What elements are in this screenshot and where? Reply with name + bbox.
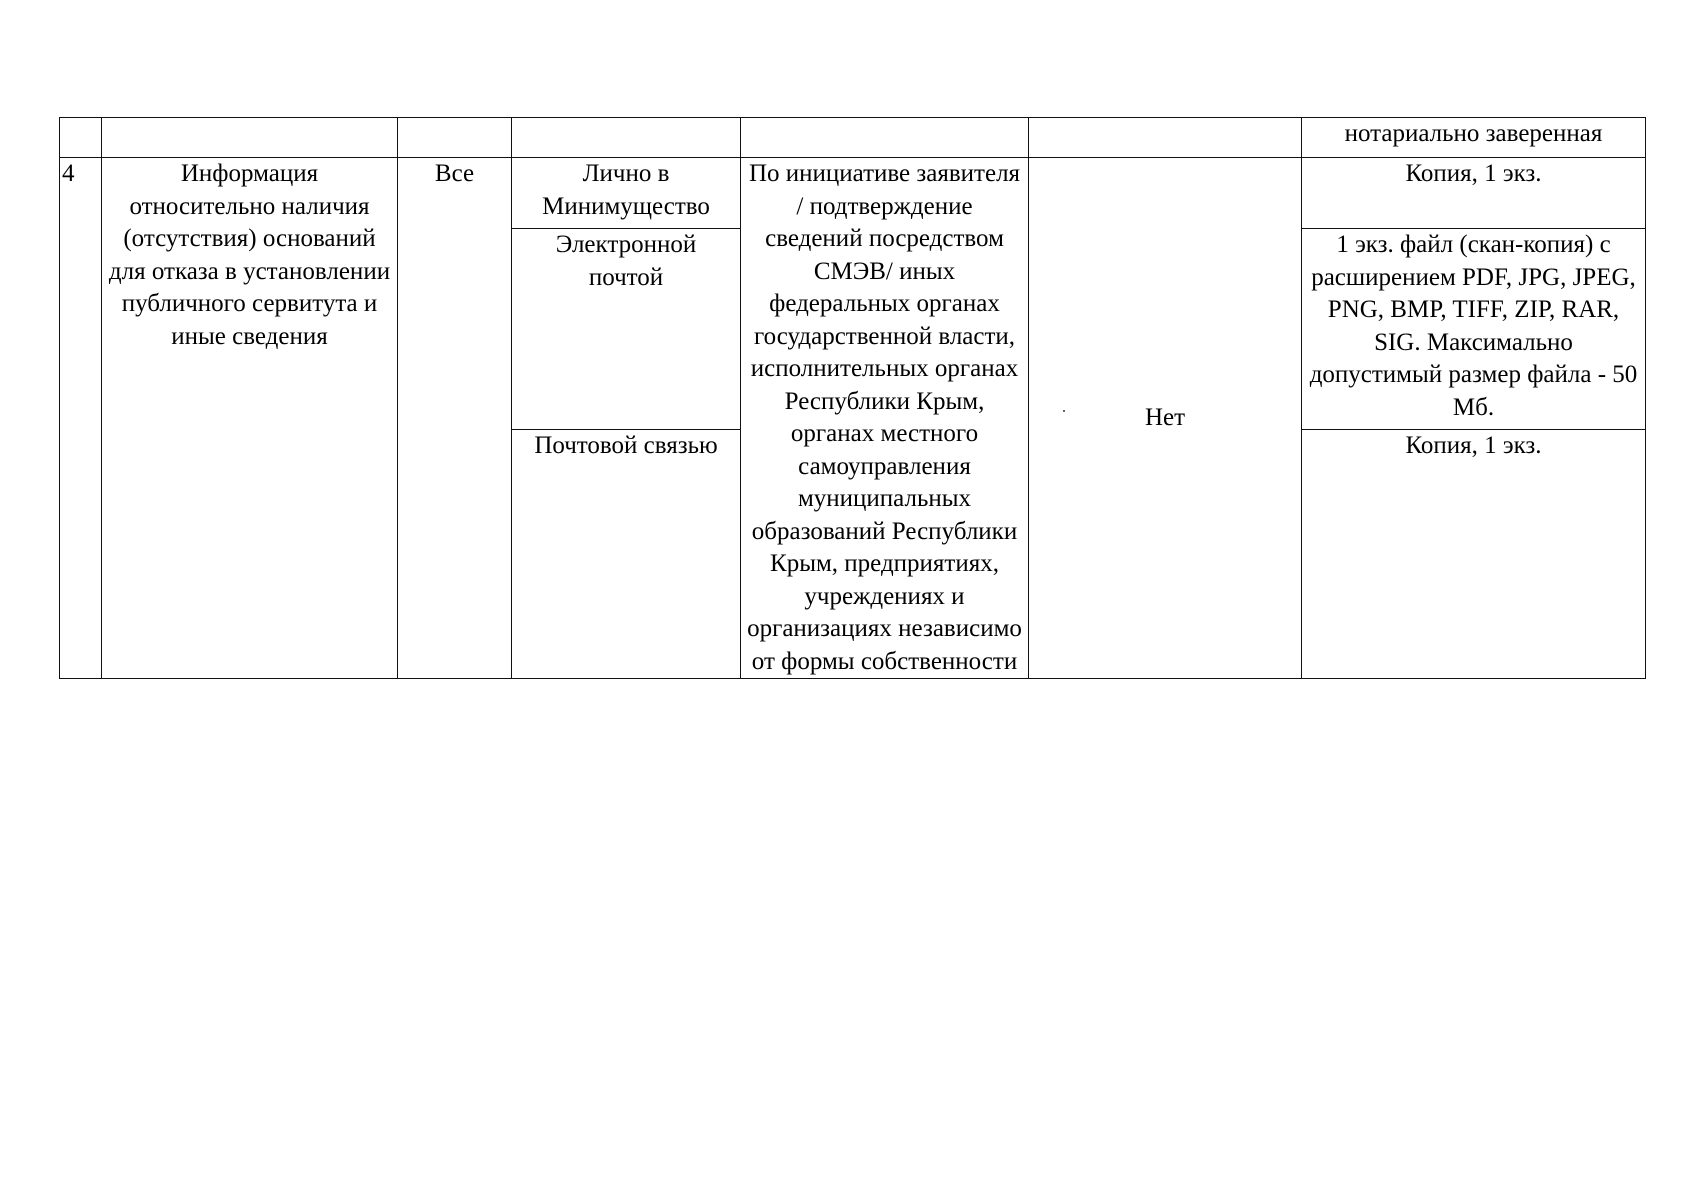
source-cell: По инициативе заявителя / подтверждение сведений посредством СМЭВ/ иных федеральных органах государственной власти, исполнительных органах Республики Крым, органах местного самоуправления муниципальных образований Республики Крым, предприятиях, учреждениях и организациях независимо от формы собственности: [741, 158, 1029, 679]
document-title-cell: Информация относительно наличия (отсутствия) оснований для отказа в установлении публичного сервитута и иные сведения: [102, 158, 398, 679]
empty-cell: [102, 118, 398, 158]
empty-cell: [60, 118, 102, 158]
empty-cell: [741, 118, 1029, 158]
empty-cell: [512, 118, 741, 158]
note-cell: нотариально заверенная: [1302, 118, 1646, 158]
format-email: 1 экз. файл (скан-копия) с расширением PDF, JPG, JPEG, PNG, BMP, TIFF, ZIP, RAR, SIG. Максимально допустимый размер файла - 50 Мб.: [1302, 229, 1646, 430]
empty-cell: [1029, 118, 1302, 158]
format-post: Копия, 1 экз.: [1302, 430, 1646, 679]
requirements-table: [59, 117, 1646, 679]
submit-method-post: Почтовой связью: [512, 430, 741, 679]
applicants-cell: Все: [398, 158, 512, 679]
empty-cell: [398, 118, 512, 158]
table-row: [60, 158, 1646, 229]
table-row: [60, 118, 1646, 158]
requirement-cell: Нет: [1029, 158, 1302, 679]
submit-method-email: Электронной почтой: [512, 229, 741, 430]
submit-method-in-person: Лично в Минимущество: [512, 158, 741, 229]
scan-dot: [1063, 410, 1065, 412]
row-number: 4: [60, 158, 102, 679]
format-in-person: Копия, 1 экз.: [1302, 158, 1646, 229]
